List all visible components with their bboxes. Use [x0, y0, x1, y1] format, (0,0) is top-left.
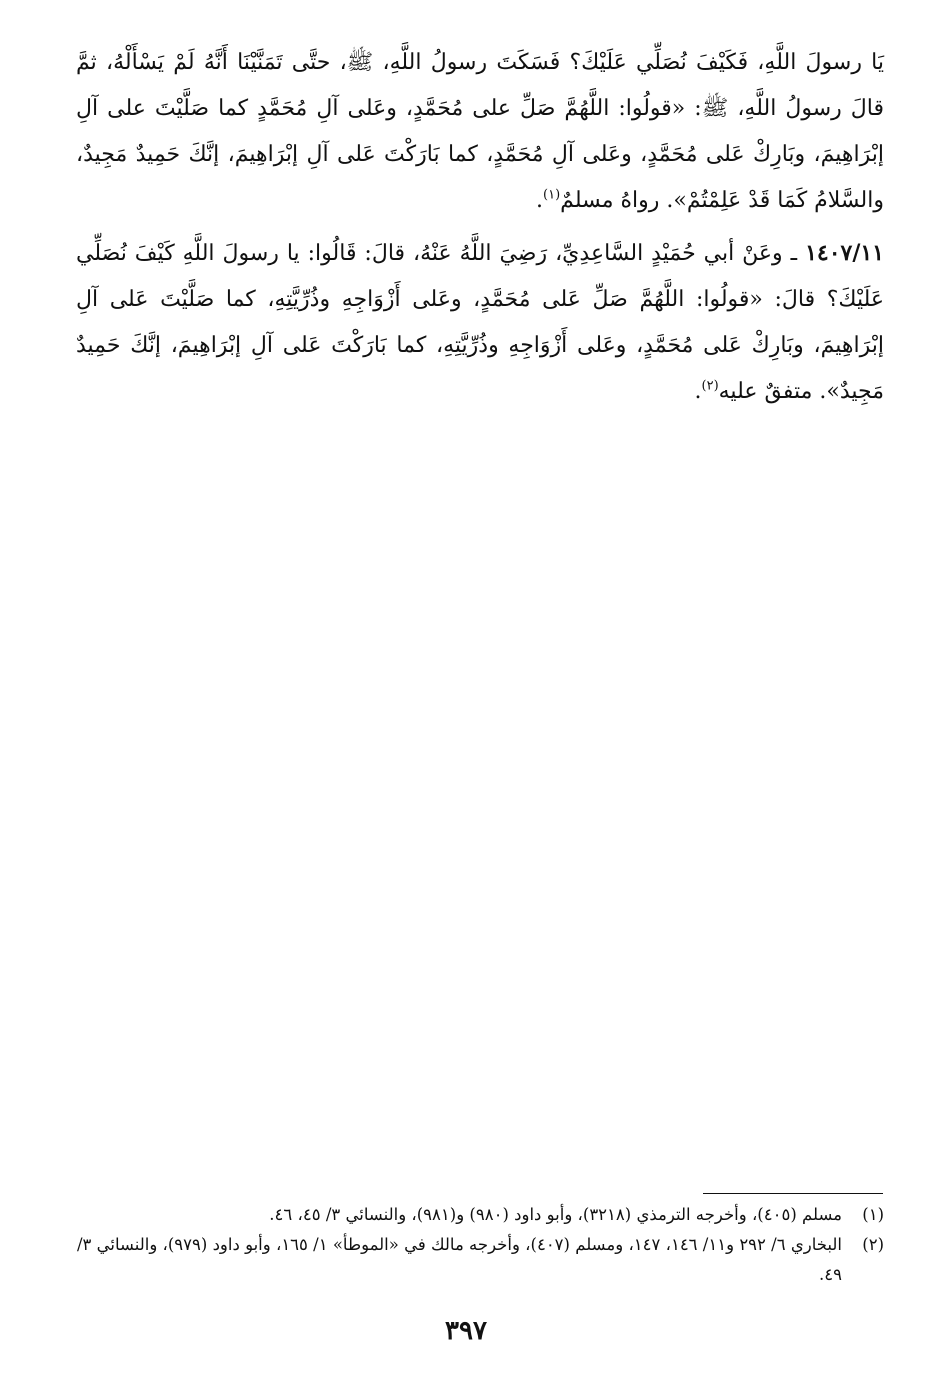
paragraph-end: . — [694, 379, 702, 404]
paragraph-text: يَا رسولَ اللَّهِ، فَكَيْفَ نُصَلِّي عَلَيْكَ؟ فَسَكَتَ رسولُ اللَّهِ، ﷺ، حتَّى تَمَنَّيْنَا أَنَّهُ لَمْ يَسْأَلْهُ، ثمَّ قالَ رسولُ اللَّهِ، ﷺ: «قولُوا: اللَّهُمَّ صَلِّ على مُحَمَّدٍ، وعَلى آلِ مُحَمَّدٍ كما صَلَّيْتَ على آلِ إبْرَاهِيمَ، وبَارِكْ عَلى مُحَمَّدٍ، وعَلى آلِ مُحَمَّدٍ، كما بَارَكْتَ عَلى آلِ إبْرَاهِيمَ، إنَّكَ حَمِيدٌ مَجِيدٌ، والسَّلامُ كَمَا قَدْ عَلِمْتُمْ». رواهُ مسلمٌ — [76, 50, 884, 213]
paragraph-hadith-continuation — [76, 40, 884, 224]
paragraph-hadith-1407 — [76, 230, 884, 415]
footnote-divider — [703, 1193, 883, 1194]
footnote-1 — [76, 1200, 884, 1230]
footnote-text: مسلم (٤٠٥)، وأخرجه الترمذي (٣٢١٨)، وأبو داود (٩٨٠) و(٩٨١)، والنسائي ٣/ ٤٥، ٤٦. — [269, 1205, 842, 1224]
footnotes — [76, 1200, 884, 1290]
footnote-ref[interactable]: (٢) — [701, 378, 719, 394]
footnote-ref[interactable]: (١) — [543, 187, 561, 203]
footnote-mark: (١) — [862, 1205, 884, 1224]
paragraph-end: . — [536, 188, 544, 213]
footnote-mark: (٢) — [862, 1235, 884, 1254]
hadith-number: ١٤٠٧/١١ — [805, 240, 884, 266]
footnote-2 — [76, 1230, 884, 1290]
page-number: ٣٩٧ — [445, 1316, 487, 1346]
paragraph-text: ـ وعَنْ أبي حُمَيْدٍ السَّاعِدِيِّ، رَضِيَ اللَّهُ عَنْهُ، قالَ: قَالُوا: يا رسولَ اللَّهِ كَيْفَ نُصَلِّي عَلَيْكَ؟ قالَ: «قولُوا: اللَّهُمَّ صَلِّ عَلى مُحَمَّدٍ، وعَلى أَزْوَاجِهِ وذُرِّيَّتِهِ، كما صَلَّيْتَ عَلى آلِ إبْرَاهِيمَ، وبَارِكْ عَلى مُحَمَّدٍ، وعَلى أَزْوَاجِهِ وذُرِّيَّتِهِ، كما بَارَكْتَ عَلى آلِ إبْرَاهِيمَ، إنَّكَ حَمِيدٌ مَجِيدٌ». متفقٌ عليه — [76, 241, 884, 404]
footnote-text: البخاري ٦/ ٢٩٢ و١١/ ١٤٦، ١٤٧، ومسلم (٤٠٧)، وأخرجه مالك في «الموطأ» ١/ ١٦٥، وأبو داود (٩٧٩)، والنسائي ٣/ ٤٩. — [76, 1235, 842, 1284]
main-text — [76, 40, 884, 415]
